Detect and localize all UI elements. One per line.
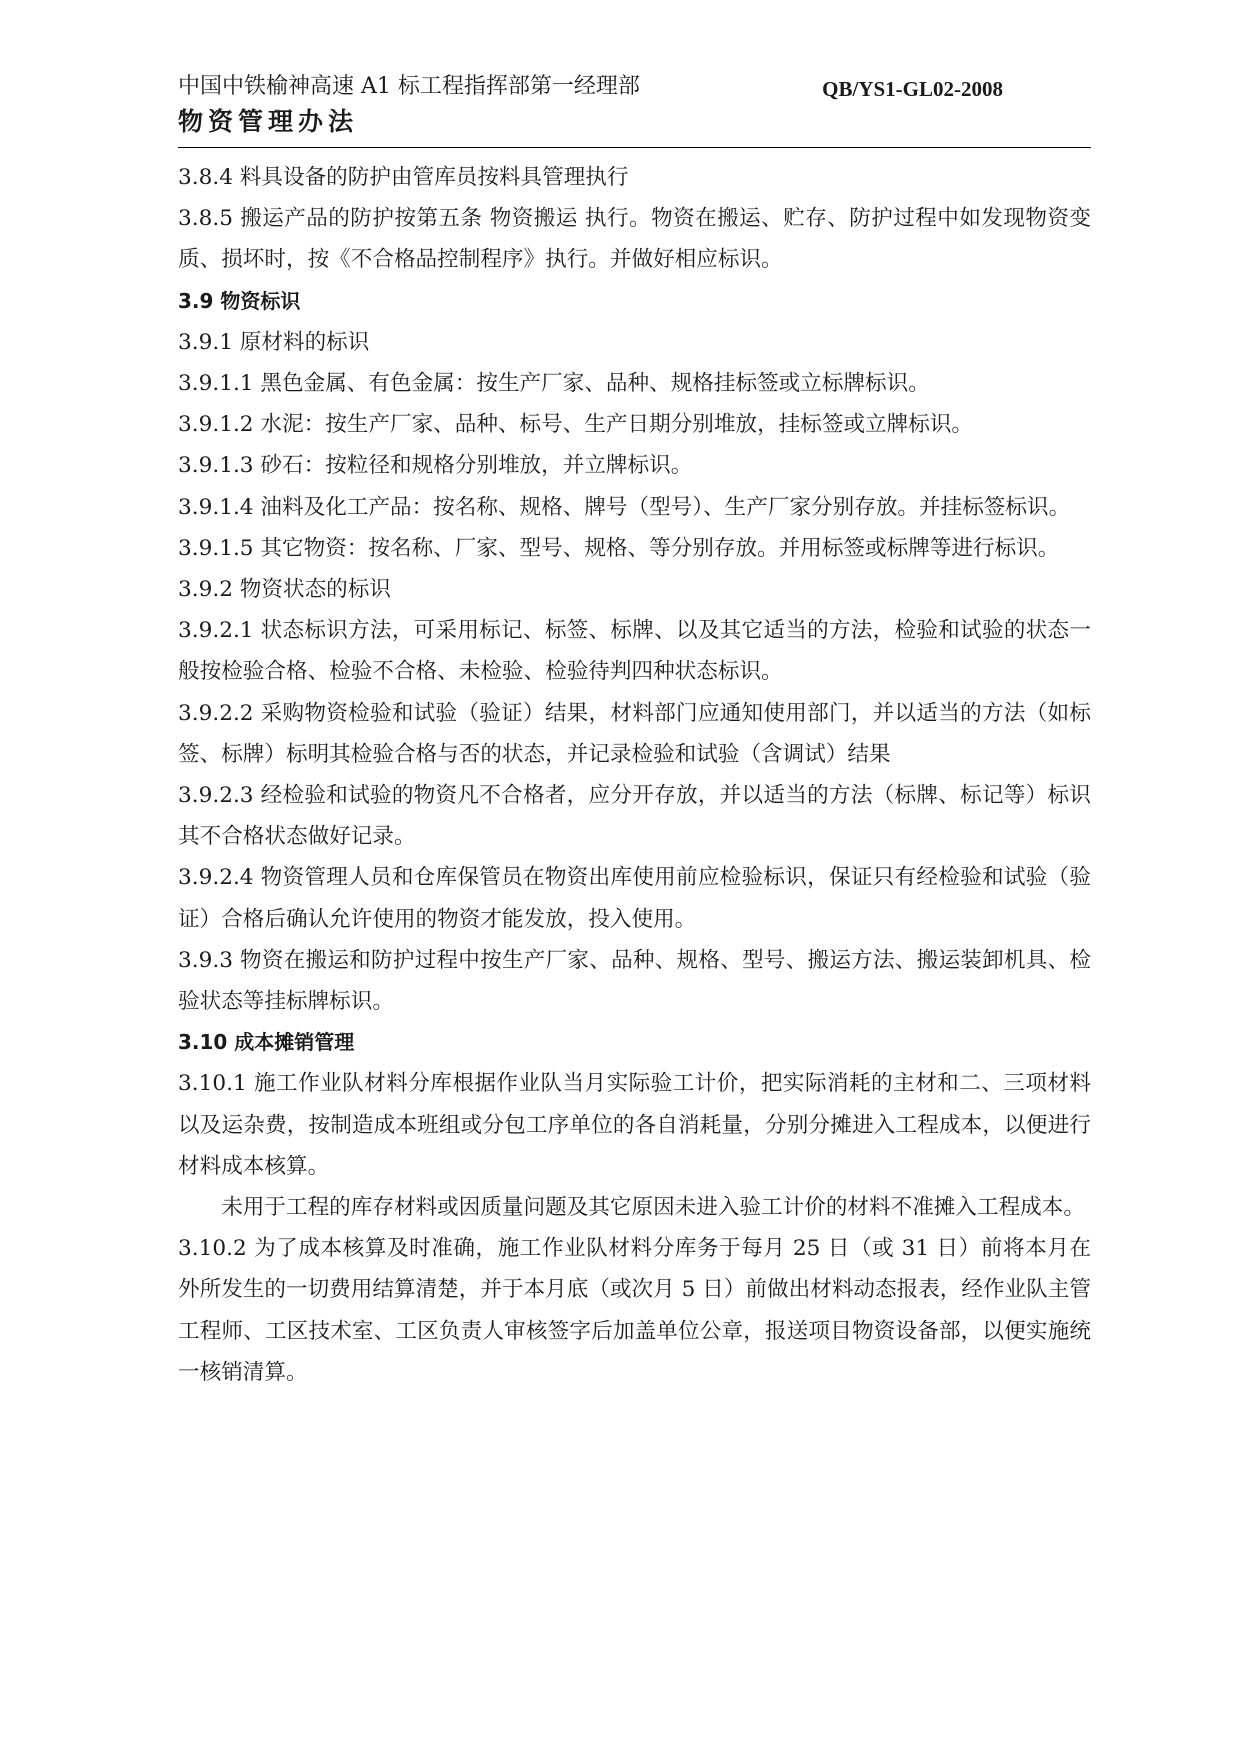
paragraph: 3.9.1 原材料的标识 xyxy=(178,329,370,355)
paragraph: 3.9.2 物资状态的标识 xyxy=(178,577,391,603)
document-body xyxy=(178,157,1091,1393)
paragraph: 3.9.1.1 黑色金属、有色金属：按生产厂家、品种、规格挂标签或立标牌标识。 xyxy=(178,371,930,397)
paragraph: 3.9.3 物资在搬运和防护过程中按生产厂家、品种、规格、型号、搬运方法、搬运装卸机具、检验状态等挂标牌标识。 xyxy=(178,947,1091,1015)
header-title: 物资管理办法 xyxy=(178,107,359,136)
paragraph: 3.10.2 为了成本核算及时准确，施工作业队材料分库务于每月 25 日（或 31 日）前将本月在外所发生的一切费用结算清楚，并于本月底（或次月 5 日）前做出材料动态报表，经作业队主管工程师、工区技术室、工区负责人审核签字后加盖单位公章，报送项目物资设备部，以便实施统一核销清算。 xyxy=(178,1236,1091,1385)
paragraph: 3.9.2.4 物资管理人员和仓库保管员在物资出库使用前应检验标识，保证只有经检验和试验（验证）合格后确认允许使用的物资才能发放，投入使用。 xyxy=(178,865,1091,932)
paragraph: 3.9.1.3 砂石：按粒径和规格分别堆放，并立牌标识。 xyxy=(178,453,693,479)
section-heading: 3.10 成本摊销管理 xyxy=(178,1030,355,1055)
paragraph: 3.9.1.5 其它物资：按名称、厂家、型号、规格、等分别存放。并用标签或标牌等进行标识。 xyxy=(178,535,1060,561)
paragraph: 3.9.2.3 经检验和试验的物资凡不合格者，应分开存放，并以适当的方法（标牌、标记等）标识其不合格状态做好记录。 xyxy=(178,783,1091,850)
paragraph: 3.10.1 施工作业队材料分库根据作业队当月实际验工计价，把实际消耗的主材和二、三项材料以及运杂费，按制造成本班组或分包工序单位的各自消耗量，分别分摊进入工程成本，以便进行材料成本核算。 xyxy=(178,1071,1091,1179)
header-organization: 中国中铁榆神高速 A1 标工程指挥部第一经理部 xyxy=(178,74,640,99)
paragraph: 未用于工程的库存材料或因质量问题及其它原因未进入验工计价的材料不准摊入工程成本。 xyxy=(221,1195,1085,1221)
header-doc-code: QB/YS1-GL02-2008 xyxy=(822,77,1003,101)
section-heading: 3.9 物资标识 xyxy=(178,288,301,313)
paragraph: 3.8.4 料具设备的防护由管库员按料具管理执行 xyxy=(178,165,629,190)
paragraph: 3.9.2.1 状态标识方法，可采用标记、标签、标牌、以及其它适当的方法，检验和试验的状态一般按检验合格、检验不合格、未检验、检验待判四种状态标识。 xyxy=(178,618,1091,685)
paragraph: 3.8.5 搬运产品的防护按第五条 物资搬运 执行。物资在搬运、贮存、防护过程中如发现物资变质、损坏时，按《不合格品控制程序》执行。并做好相应标识。 xyxy=(178,206,1091,273)
paragraph: 3.9.1.2 水泥：按生产厂家、品种、标号、生产日期分别堆放，挂标签或立牌标识。 xyxy=(178,412,974,438)
paragraph: 3.9.2.2 采购物资检验和试验（验证）结果，材料部门应通知使用部门，并以适当的方法（如标签、标牌）标明其检验合格与否的状态，并记录检验和试验（含调试）结果 xyxy=(178,700,1091,767)
header-divider xyxy=(178,147,1091,148)
paragraph: 3.9.1.4 油料及化工产品：按名称、规格、牌号（型号）、生产厂家分别存放。并挂标签标识。 xyxy=(178,494,1071,520)
